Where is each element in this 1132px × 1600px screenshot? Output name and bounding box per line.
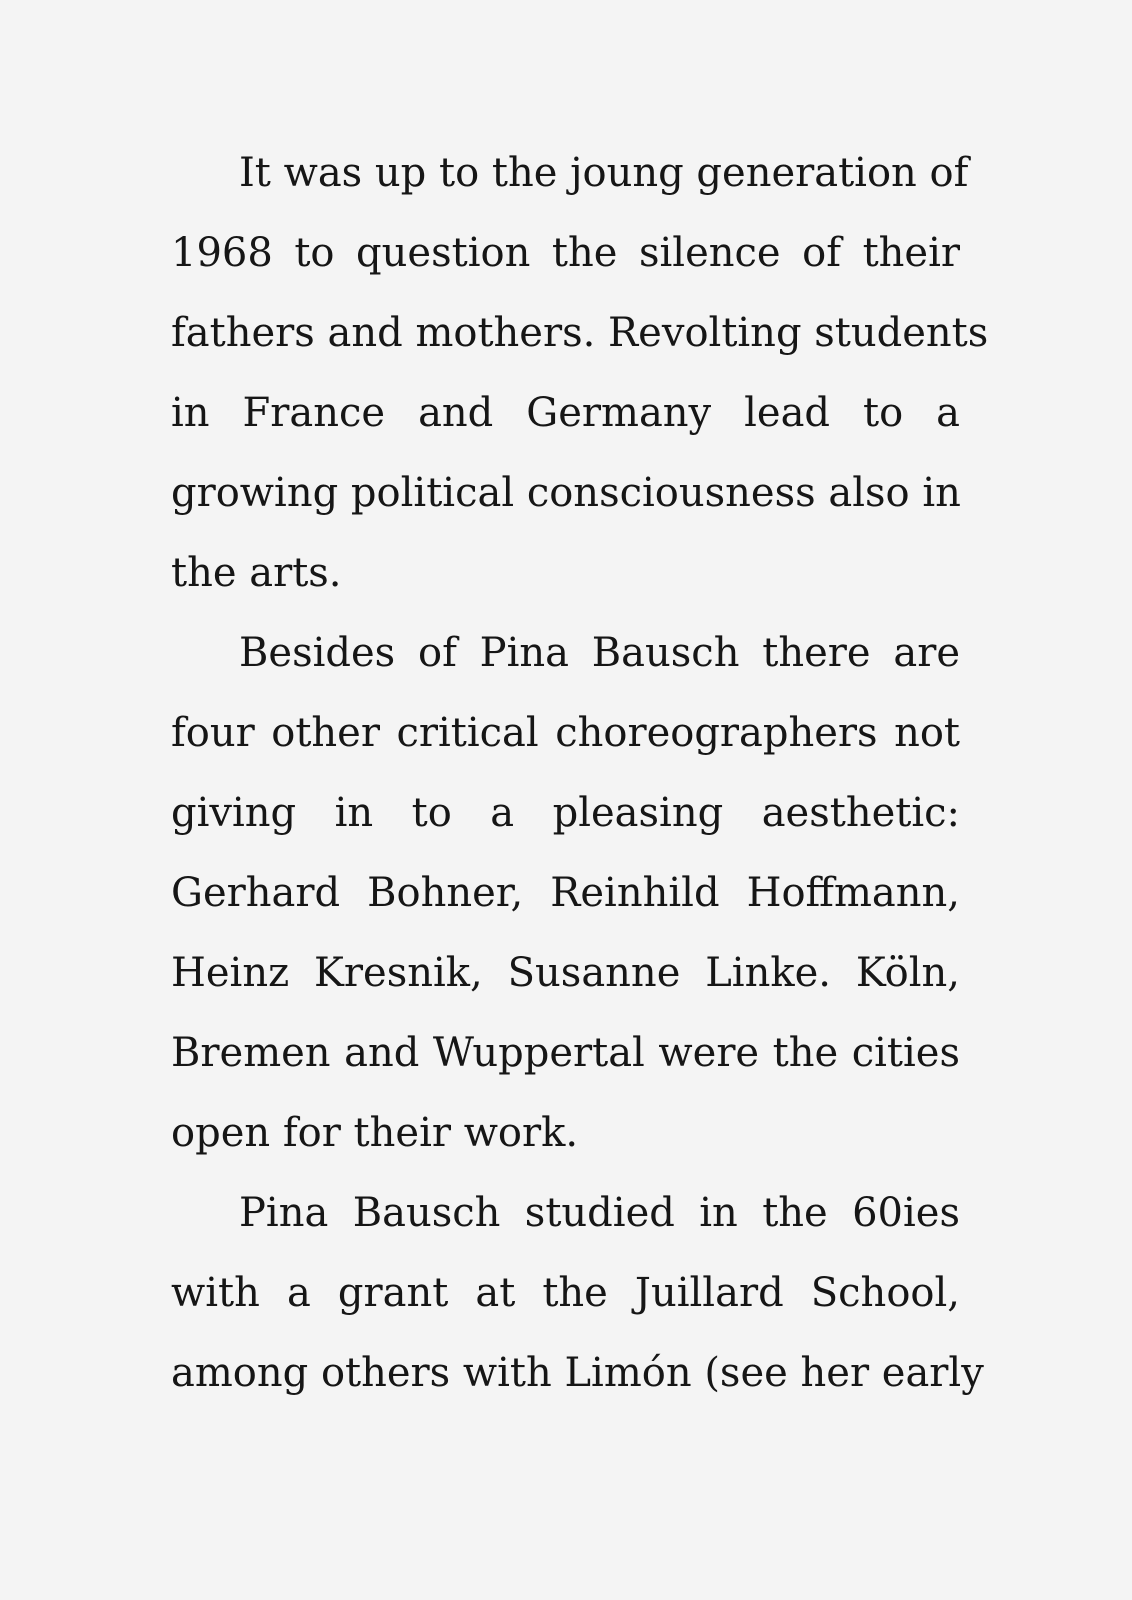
text-line: in France and Germany lead to a bbox=[171, 390, 960, 436]
paragraph-2 bbox=[171, 613, 960, 1173]
text-line: with a grant at the Juillard School, bbox=[171, 1270, 960, 1316]
text-line: Gerhard Bohner, Reinhild Hoffmann, bbox=[171, 870, 960, 916]
text-line: the arts. bbox=[171, 550, 342, 596]
text-line: fathers and mothers. Revolting students bbox=[171, 310, 989, 356]
text-line: open for their work. bbox=[171, 1110, 579, 1156]
text-line: Bremen and Wuppertal were the cities bbox=[171, 1030, 960, 1076]
paragraph-1 bbox=[171, 133, 989, 613]
paragraph-3 bbox=[171, 1173, 984, 1413]
text-line: It was up to the joung generation of bbox=[239, 150, 969, 196]
text-line: giving in to a pleasing aesthetic: bbox=[171, 790, 960, 836]
text-line: Pina Bausch studied in the 60ies bbox=[239, 1190, 960, 1236]
text-line: growing political consciousness also in bbox=[171, 470, 961, 516]
text-line: among others with Limón (see her early bbox=[171, 1350, 984, 1396]
text-line: 1968 to question the silence of their bbox=[171, 230, 960, 276]
body-text bbox=[171, 133, 989, 1413]
text-line: Heinz Kresnik, Susanne Linke. Köln, bbox=[171, 950, 960, 996]
text-line: four other critical choreographers not bbox=[171, 710, 960, 756]
text-line: Besides of Pina Bausch there are bbox=[239, 630, 960, 676]
